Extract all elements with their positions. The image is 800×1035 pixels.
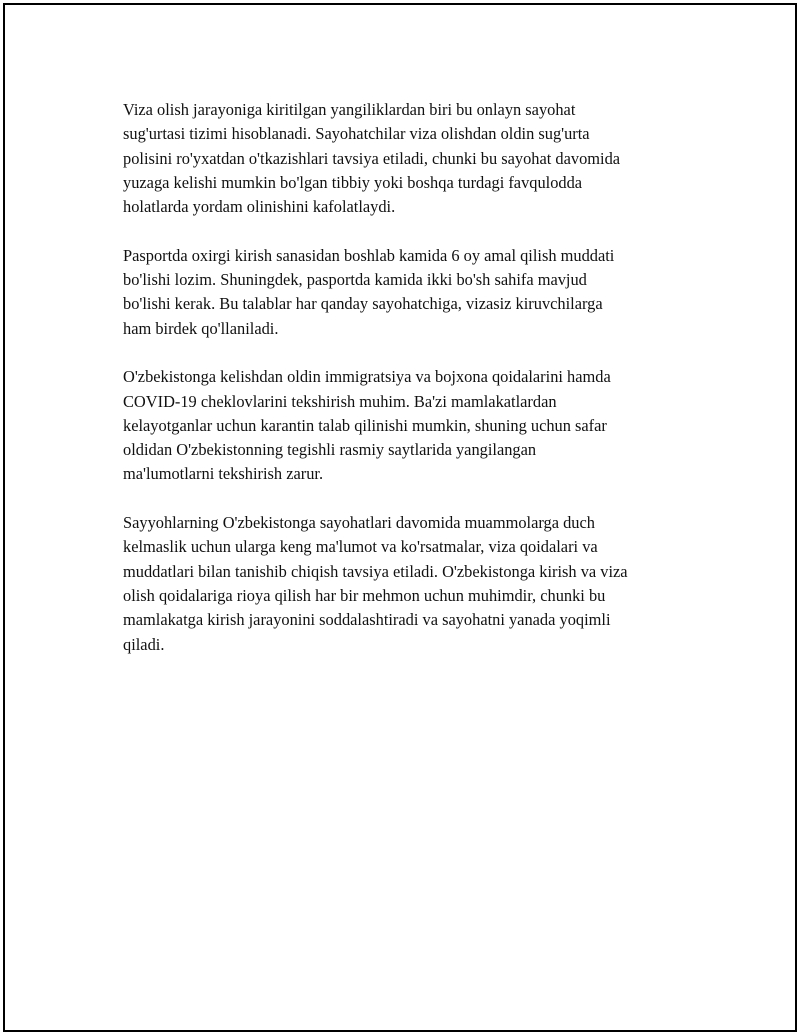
text-line: qiladi.: [123, 634, 165, 654]
page-border: [3, 3, 797, 1032]
text-line: ma'lumotlarni tekshirish zarur.: [123, 464, 324, 484]
text-line: polisini ro'yxatdan o'tkazishlari tavsiya etiladi, chunki bu sayohat davomida: [123, 148, 621, 168]
text-line: COVID-19 cheklovlarini tekshirish muhim. Ba'zi mamlakatlardan: [123, 391, 557, 411]
text-line: mamlakatga kirish jarayonini soddalashtiradi va sayohatni yanada yoqimli: [123, 610, 611, 630]
text-line: oldidan O'zbekistonning tegishli rasmiy saytlarida yangilangan: [123, 440, 537, 460]
text-line: Pasportda oxirgi kirish sanasidan boshlab kamida 6 oy amal qilish muddati: [123, 245, 615, 265]
text-line: bo'lishi lozim. Shuningdek, pasportda kamida ikki bo'sh sahifa mavjud: [123, 270, 587, 290]
text-line: yuzaga kelishi mumkin bo'lgan tibbiy yoki boshqa turdagi favqulodda: [123, 172, 583, 192]
text-line: kelmaslik uchun ularga keng ma'lumot va ko'rsatmalar, viza qoidalari va: [123, 537, 598, 557]
text-line: O'zbekistonga kelishdan oldin immigratsiya va bojxona qoidalarini hamda: [123, 367, 611, 387]
paragraph-travel-advice: [123, 511, 698, 657]
text-line: Viza olish jarayoniga kiritilgan yangiliklardan biri bu onlayn sayohat: [123, 100, 576, 119]
paragraph-passport: [123, 244, 698, 341]
document-body: [123, 98, 698, 681]
text-line: sug'urtasi tizimi hisoblanadi. Sayohatchilar viza olishdan oldin sug'urta: [123, 124, 590, 144]
text-line: kelayotganlar uchun karantin talab qilinishi mumkin, shuning uchun safar: [123, 415, 607, 435]
paragraph-customs: [123, 365, 698, 486]
paragraph-insurance: [123, 98, 698, 219]
text-line: holatlarda yordam olinishini kafolatlaydi.: [123, 197, 396, 217]
text-line: olish qoidalariga rioya qilish har bir mehmon uchun muhimdir, chunki bu: [123, 585, 606, 605]
text-line: muddatlari bilan tanishib chiqish tavsiya etiladi. O'zbekistonga kirish va viza: [123, 561, 628, 581]
text-line: Sayyohlarning O'zbekistonga sayohatlari davomida muammolarga duch: [123, 513, 595, 533]
text-line: bo'lishi kerak. Bu talablar har qanday sayohatchiga, vizasiz kiruvchilarga: [123, 294, 603, 314]
text-line: ham birdek qo'llaniladi.: [123, 318, 279, 338]
